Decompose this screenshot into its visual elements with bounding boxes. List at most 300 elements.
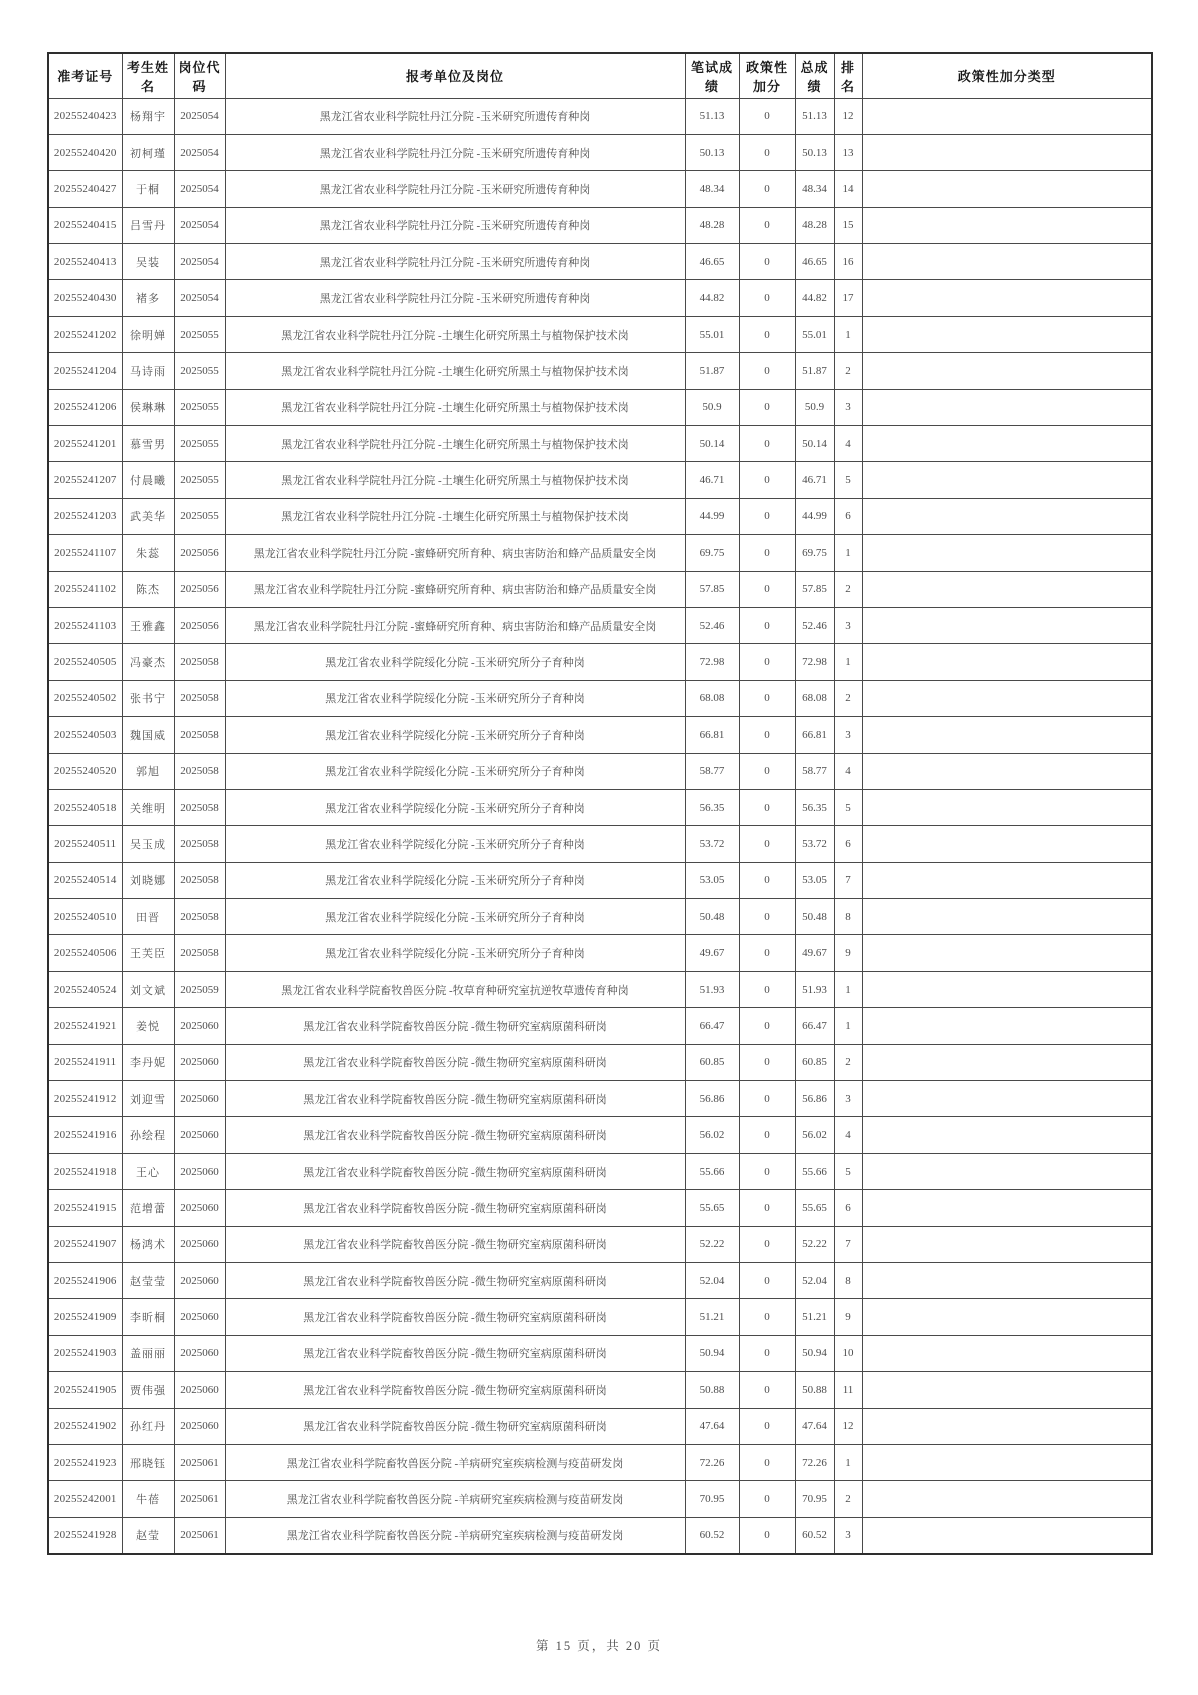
- cell-code: 2025060: [174, 1335, 225, 1371]
- table-row: [48, 1008, 1152, 1044]
- cell-ticket: 20255240511: [48, 826, 122, 862]
- table-row: [48, 1299, 1152, 1335]
- cell-name: 田晋: [122, 899, 174, 935]
- cell-position: 黑龙江省农业科学院牡丹江分院 -玉米研究所遗传育种岗: [225, 280, 685, 316]
- cell-written: 52.04: [685, 1263, 739, 1299]
- cell-bonus: 0: [739, 1263, 795, 1299]
- cell-total: 44.82: [795, 280, 834, 316]
- table-row: [48, 862, 1152, 898]
- cell-ticket: 20255240506: [48, 935, 122, 971]
- cell-code: 2025058: [174, 644, 225, 680]
- table-row: [48, 1044, 1152, 1080]
- cell-written: 50.88: [685, 1372, 739, 1408]
- cell-code: 2025056: [174, 607, 225, 643]
- cell-rank: 1: [834, 1444, 862, 1480]
- cell-total: 50.48: [795, 899, 834, 935]
- cell-ticket: 20255241915: [48, 1190, 122, 1226]
- cell-position: 黑龙江省农业科学院畜牧兽医分院 -羊病研究室疾病检测与疫苗研发岗: [225, 1517, 685, 1553]
- cell-name: 吴玉成: [122, 826, 174, 862]
- table-row: [48, 462, 1152, 498]
- cell-bonus_type: [862, 280, 1152, 316]
- cell-position: 黑龙江省农业科学院畜牧兽医分院 -微生物研究室病原菌科研岗: [225, 1044, 685, 1080]
- cell-bonus: 0: [739, 244, 795, 280]
- cell-name: 杨鸿术: [122, 1226, 174, 1262]
- cell-bonus: 0: [739, 717, 795, 753]
- cell-bonus: 0: [739, 1226, 795, 1262]
- cell-bonus_type: [862, 1408, 1152, 1444]
- cell-total: 57.85: [795, 571, 834, 607]
- cell-bonus_type: [862, 1517, 1152, 1553]
- cell-code: 2025061: [174, 1444, 225, 1480]
- cell-ticket: 20255241928: [48, 1517, 122, 1553]
- cell-code: 2025058: [174, 826, 225, 862]
- cell-name: 王芙臣: [122, 935, 174, 971]
- cell-total: 52.46: [795, 607, 834, 643]
- cell-rank: 3: [834, 1081, 862, 1117]
- cell-ticket: 20255241202: [48, 316, 122, 352]
- cell-written: 56.02: [685, 1117, 739, 1153]
- cell-name: 于桐: [122, 171, 174, 207]
- table-row: [48, 680, 1152, 716]
- column-header-bonus_type: 政策性加分类型: [862, 53, 1152, 98]
- cell-ticket: 20255240505: [48, 644, 122, 680]
- cell-name: 朱蕊: [122, 535, 174, 571]
- cell-written: 50.13: [685, 134, 739, 170]
- cell-bonus: 0: [739, 1444, 795, 1480]
- cell-name: 郭旭: [122, 753, 174, 789]
- cell-written: 52.46: [685, 607, 739, 643]
- cell-written: 50.9: [685, 389, 739, 425]
- cell-rank: 2: [834, 1044, 862, 1080]
- cell-ticket: 20255240524: [48, 971, 122, 1007]
- cell-rank: 3: [834, 1517, 862, 1553]
- cell-bonus: 0: [739, 971, 795, 1007]
- cell-bonus_type: [862, 1263, 1152, 1299]
- cell-position: 黑龙江省农业科学院牡丹江分院 -玉米研究所遗传育种岗: [225, 207, 685, 243]
- cell-total: 46.71: [795, 462, 834, 498]
- cell-position: 黑龙江省农业科学院牡丹江分院 -蜜蜂研究所育种、病虫害防治和蜂产品质量安全岗: [225, 607, 685, 643]
- cell-total: 60.52: [795, 1517, 834, 1553]
- column-header-code: 岗位代码: [174, 53, 225, 98]
- cell-name: 李昕桐: [122, 1299, 174, 1335]
- cell-bonus_type: [862, 1226, 1152, 1262]
- cell-total: 70.95: [795, 1481, 834, 1517]
- cell-code: 2025054: [174, 171, 225, 207]
- cell-total: 50.88: [795, 1372, 834, 1408]
- cell-written: 50.14: [685, 426, 739, 462]
- cell-name: 慕雪男: [122, 426, 174, 462]
- table-row: [48, 426, 1152, 462]
- cell-bonus: 0: [739, 935, 795, 971]
- cell-code: 2025058: [174, 789, 225, 825]
- cell-total: 66.47: [795, 1008, 834, 1044]
- cell-bonus: 0: [739, 498, 795, 534]
- cell-position: 黑龙江省农业科学院畜牧兽医分院 -微生物研究室病原菌科研岗: [225, 1226, 685, 1262]
- cell-name: 刘晓娜: [122, 862, 174, 898]
- table-row: [48, 571, 1152, 607]
- column-header-total: 总成绩: [795, 53, 834, 98]
- cell-bonus_type: [862, 607, 1152, 643]
- cell-bonus_type: [862, 462, 1152, 498]
- cell-ticket: 20255240415: [48, 207, 122, 243]
- cell-position: 黑龙江省农业科学院牡丹江分院 -玉米研究所遗传育种岗: [225, 171, 685, 207]
- cell-written: 53.72: [685, 826, 739, 862]
- cell-bonus: 0: [739, 1481, 795, 1517]
- cell-total: 72.98: [795, 644, 834, 680]
- cell-bonus: 0: [739, 134, 795, 170]
- cell-bonus_type: [862, 571, 1152, 607]
- cell-ticket: 20255240503: [48, 717, 122, 753]
- cell-bonus: 0: [739, 571, 795, 607]
- cell-bonus_type: [862, 935, 1152, 971]
- cell-total: 51.93: [795, 971, 834, 1007]
- cell-written: 55.65: [685, 1190, 739, 1226]
- table-row: [48, 753, 1152, 789]
- cell-written: 72.98: [685, 644, 739, 680]
- cell-bonus_type: [862, 535, 1152, 571]
- table-row: [48, 789, 1152, 825]
- cell-ticket: 20255240510: [48, 899, 122, 935]
- table-row: [48, 1081, 1152, 1117]
- cell-position: 黑龙江省农业科学院畜牧兽医分院 -羊病研究室疾病检测与疫苗研发岗: [225, 1444, 685, 1480]
- cell-total: 66.81: [795, 717, 834, 753]
- cell-total: 50.13: [795, 134, 834, 170]
- cell-position: 黑龙江省农业科学院绥化分院 -玉米研究所分子育种岗: [225, 644, 685, 680]
- cell-bonus: 0: [739, 680, 795, 716]
- cell-position: 黑龙江省农业科学院畜牧兽医分院 -微生物研究室病原菌科研岗: [225, 1117, 685, 1153]
- cell-total: 51.87: [795, 353, 834, 389]
- table-row: [48, 1517, 1152, 1553]
- cell-bonus_type: [862, 717, 1152, 753]
- cell-bonus_type: [862, 971, 1152, 1007]
- cell-bonus_type: [862, 1299, 1152, 1335]
- cell-total: 52.22: [795, 1226, 834, 1262]
- cell-written: 51.93: [685, 971, 739, 1007]
- cell-name: 牛蓓: [122, 1481, 174, 1517]
- cell-code: 2025058: [174, 717, 225, 753]
- cell-name: 姜悦: [122, 1008, 174, 1044]
- cell-total: 56.35: [795, 789, 834, 825]
- cell-ticket: 20255241905: [48, 1372, 122, 1408]
- page-number: 第 15 页，共 20 页: [535, 1639, 662, 1653]
- cell-ticket: 20255241907: [48, 1226, 122, 1262]
- cell-written: 44.82: [685, 280, 739, 316]
- cell-position: 黑龙江省农业科学院牡丹江分院 -土壤生化研究所黑土与植物保护技术岗: [225, 353, 685, 389]
- cell-bonus: 0: [739, 789, 795, 825]
- cell-bonus_type: [862, 1444, 1152, 1480]
- cell-code: 2025060: [174, 1153, 225, 1189]
- table-row: [48, 207, 1152, 243]
- cell-ticket: 20255242001: [48, 1481, 122, 1517]
- cell-written: 51.21: [685, 1299, 739, 1335]
- table-row: [48, 1190, 1152, 1226]
- cell-code: 2025061: [174, 1481, 225, 1517]
- cell-written: 56.35: [685, 789, 739, 825]
- cell-bonus_type: [862, 353, 1152, 389]
- table-body: [48, 98, 1152, 1554]
- cell-bonus: 0: [739, 1408, 795, 1444]
- cell-bonus: 0: [739, 1153, 795, 1189]
- table-header: [48, 53, 1152, 98]
- cell-position: 黑龙江省农业科学院畜牧兽医分院 -微生物研究室病原菌科研岗: [225, 1335, 685, 1371]
- cell-bonus: 0: [739, 280, 795, 316]
- table-row: [48, 389, 1152, 425]
- cell-bonus: 0: [739, 1117, 795, 1153]
- cell-ticket: 20255241103: [48, 607, 122, 643]
- cell-bonus_type: [862, 98, 1152, 134]
- cell-position: 黑龙江省农业科学院畜牧兽医分院 -微生物研究室病原菌科研岗: [225, 1299, 685, 1335]
- cell-position: 黑龙江省农业科学院绥化分院 -玉米研究所分子育种岗: [225, 862, 685, 898]
- cell-bonus: 0: [739, 1372, 795, 1408]
- cell-ticket: 20255240430: [48, 280, 122, 316]
- cell-written: 46.65: [685, 244, 739, 280]
- cell-bonus_type: [862, 862, 1152, 898]
- cell-code: 2025054: [174, 207, 225, 243]
- cell-ticket: 20255241206: [48, 389, 122, 425]
- cell-code: 2025060: [174, 1044, 225, 1080]
- cell-total: 47.64: [795, 1408, 834, 1444]
- cell-written: 55.66: [685, 1153, 739, 1189]
- cell-written: 72.26: [685, 1444, 739, 1480]
- cell-total: 72.26: [795, 1444, 834, 1480]
- cell-rank: 8: [834, 1263, 862, 1299]
- cell-written: 58.77: [685, 753, 739, 789]
- cell-bonus: 0: [739, 1044, 795, 1080]
- cell-code: 2025055: [174, 389, 225, 425]
- cell-total: 49.67: [795, 935, 834, 971]
- cell-position: 黑龙江省农业科学院牡丹江分院 -土壤生化研究所黑土与植物保护技术岗: [225, 426, 685, 462]
- column-header-ticket: 准考证号: [48, 53, 122, 98]
- column-header-written: 笔试成绩: [685, 53, 739, 98]
- cell-position: 黑龙江省农业科学院牡丹江分院 -蜜蜂研究所育种、病虫害防治和蜂产品质量安全岗: [225, 571, 685, 607]
- table-row: [48, 280, 1152, 316]
- cell-position: 黑龙江省农业科学院绥化分院 -玉米研究所分子育种岗: [225, 717, 685, 753]
- cell-written: 52.22: [685, 1226, 739, 1262]
- cell-ticket: 20255241203: [48, 498, 122, 534]
- cell-total: 55.01: [795, 316, 834, 352]
- cell-ticket: 20255240427: [48, 171, 122, 207]
- table-row: [48, 826, 1152, 862]
- cell-code: 2025055: [174, 353, 225, 389]
- cell-written: 68.08: [685, 680, 739, 716]
- cell-name: 张书宁: [122, 680, 174, 716]
- cell-written: 47.64: [685, 1408, 739, 1444]
- cell-position: 黑龙江省农业科学院牡丹江分院 -土壤生化研究所黑土与植物保护技术岗: [225, 462, 685, 498]
- cell-bonus: 0: [739, 1008, 795, 1044]
- cell-bonus_type: [862, 1335, 1152, 1371]
- cell-total: 50.94: [795, 1335, 834, 1371]
- cell-position: 黑龙江省农业科学院绥化分院 -玉米研究所分子育种岗: [225, 826, 685, 862]
- column-header-position: 报考单位及岗位: [225, 53, 685, 98]
- cell-name: 吴装: [122, 244, 174, 280]
- cell-rank: 1: [834, 316, 862, 352]
- cell-rank: 5: [834, 1153, 862, 1189]
- cell-name: 李丹妮: [122, 1044, 174, 1080]
- cell-position: 黑龙江省农业科学院绥化分院 -玉米研究所分子育种岗: [225, 680, 685, 716]
- cell-ticket: 20255241903: [48, 1335, 122, 1371]
- table-row: [48, 244, 1152, 280]
- cell-rank: 16: [834, 244, 862, 280]
- cell-code: 2025054: [174, 244, 225, 280]
- cell-bonus_type: [862, 389, 1152, 425]
- cell-rank: 3: [834, 607, 862, 643]
- cell-name: 王心: [122, 1153, 174, 1189]
- cell-bonus_type: [862, 244, 1152, 280]
- cell-ticket: 20255240502: [48, 680, 122, 716]
- cell-name: 陈杰: [122, 571, 174, 607]
- cell-bonus_type: [862, 134, 1152, 170]
- cell-written: 66.81: [685, 717, 739, 753]
- cell-name: 王雅鑫: [122, 607, 174, 643]
- cell-code: 2025060: [174, 1299, 225, 1335]
- cell-position: 黑龙江省农业科学院绥化分院 -玉米研究所分子育种岗: [225, 935, 685, 971]
- cell-written: 50.48: [685, 899, 739, 935]
- cell-total: 53.72: [795, 826, 834, 862]
- cell-code: 2025054: [174, 280, 225, 316]
- table-row: [48, 607, 1152, 643]
- cell-total: 44.99: [795, 498, 834, 534]
- cell-bonus: 0: [739, 644, 795, 680]
- cell-rank: 7: [834, 862, 862, 898]
- cell-bonus_type: [862, 1190, 1152, 1226]
- cell-name: 刘迎雪: [122, 1081, 174, 1117]
- cell-written: 51.13: [685, 98, 739, 134]
- cell-bonus: 0: [739, 1517, 795, 1553]
- cell-total: 50.9: [795, 389, 834, 425]
- table-row: [48, 1444, 1152, 1480]
- cell-bonus: 0: [739, 1190, 795, 1226]
- table-row: [48, 644, 1152, 680]
- cell-code: 2025055: [174, 498, 225, 534]
- cell-bonus_type: [862, 826, 1152, 862]
- cell-code: 2025060: [174, 1008, 225, 1044]
- cell-name: 冯豪杰: [122, 644, 174, 680]
- table-row: [48, 1263, 1152, 1299]
- cell-position: 黑龙江省农业科学院牡丹江分院 -土壤生化研究所黑土与植物保护技术岗: [225, 498, 685, 534]
- table-row: [48, 1372, 1152, 1408]
- table-row: [48, 535, 1152, 571]
- cell-code: 2025060: [174, 1226, 225, 1262]
- cell-name: 关维明: [122, 789, 174, 825]
- cell-ticket: 20255241916: [48, 1117, 122, 1153]
- cell-rank: 2: [834, 571, 862, 607]
- cell-rank: 1: [834, 644, 862, 680]
- cell-bonus_type: [862, 1008, 1152, 1044]
- cell-bonus: 0: [739, 607, 795, 643]
- cell-position: 黑龙江省农业科学院牡丹江分院 -玉米研究所遗传育种岗: [225, 98, 685, 134]
- cell-bonus: 0: [739, 753, 795, 789]
- cell-position: 黑龙江省农业科学院畜牧兽医分院 -微生物研究室病原菌科研岗: [225, 1153, 685, 1189]
- cell-rank: 3: [834, 717, 862, 753]
- header-row: [48, 53, 1152, 98]
- cell-code: 2025060: [174, 1190, 225, 1226]
- cell-bonus_type: [862, 426, 1152, 462]
- cell-code: 2025058: [174, 862, 225, 898]
- cell-ticket: 20255241912: [48, 1081, 122, 1117]
- cell-bonus: 0: [739, 389, 795, 425]
- cell-name: 范增蕾: [122, 1190, 174, 1226]
- table-row: [48, 1117, 1152, 1153]
- cell-rank: 6: [834, 826, 862, 862]
- cell-written: 48.34: [685, 171, 739, 207]
- cell-name: 付晨曦: [122, 462, 174, 498]
- cell-name: 邢晓钰: [122, 1444, 174, 1480]
- cell-written: 51.87: [685, 353, 739, 389]
- cell-name: 赵莹莹: [122, 1263, 174, 1299]
- cell-ticket: 20255241921: [48, 1008, 122, 1044]
- cell-bonus_type: [862, 1117, 1152, 1153]
- cell-code: 2025054: [174, 98, 225, 134]
- cell-rank: 17: [834, 280, 862, 316]
- results-table: [47, 52, 1153, 1555]
- cell-written: 50.94: [685, 1335, 739, 1371]
- cell-written: 57.85: [685, 571, 739, 607]
- cell-position: 黑龙江省农业科学院牡丹江分院 -土壤生化研究所黑土与植物保护技术岗: [225, 316, 685, 352]
- cell-ticket: 20255241902: [48, 1408, 122, 1444]
- cell-name: 刘文斌: [122, 971, 174, 1007]
- cell-written: 44.99: [685, 498, 739, 534]
- cell-written: 66.47: [685, 1008, 739, 1044]
- cell-position: 黑龙江省农业科学院绥化分院 -玉米研究所分子育种岗: [225, 789, 685, 825]
- cell-name: 贾伟强: [122, 1372, 174, 1408]
- table-row: [48, 316, 1152, 352]
- cell-rank: 10: [834, 1335, 862, 1371]
- cell-written: 60.52: [685, 1517, 739, 1553]
- cell-ticket: 20255241909: [48, 1299, 122, 1335]
- cell-ticket: 20255240420: [48, 134, 122, 170]
- cell-position: 黑龙江省农业科学院畜牧兽医分院 -微生物研究室病原菌科研岗: [225, 1190, 685, 1226]
- cell-name: 盖丽丽: [122, 1335, 174, 1371]
- table-row: [48, 353, 1152, 389]
- cell-rank: 6: [834, 498, 862, 534]
- cell-rank: 5: [834, 462, 862, 498]
- cell-rank: 9: [834, 935, 862, 971]
- cell-written: 56.86: [685, 1081, 739, 1117]
- table-row: [48, 134, 1152, 170]
- cell-rank: 1: [834, 535, 862, 571]
- table-row: [48, 1226, 1152, 1262]
- cell-rank: 6: [834, 1190, 862, 1226]
- cell-total: 68.08: [795, 680, 834, 716]
- cell-ticket: 20255241107: [48, 535, 122, 571]
- cell-rank: 7: [834, 1226, 862, 1262]
- cell-position: 黑龙江省农业科学院牡丹江分院 -蜜蜂研究所育种、病虫害防治和蜂产品质量安全岗: [225, 535, 685, 571]
- cell-code: 2025060: [174, 1372, 225, 1408]
- cell-rank: 2: [834, 680, 862, 716]
- cell-rank: 13: [834, 134, 862, 170]
- cell-name: 孙红丹: [122, 1408, 174, 1444]
- cell-code: 2025060: [174, 1263, 225, 1299]
- cell-code: 2025058: [174, 899, 225, 935]
- cell-total: 55.66: [795, 1153, 834, 1189]
- cell-bonus_type: [862, 1481, 1152, 1517]
- cell-total: 51.21: [795, 1299, 834, 1335]
- cell-ticket: 20255240413: [48, 244, 122, 280]
- cell-bonus_type: [862, 498, 1152, 534]
- cell-total: 56.02: [795, 1117, 834, 1153]
- cell-code: 2025060: [174, 1081, 225, 1117]
- cell-ticket: 20255240423: [48, 98, 122, 134]
- cell-total: 69.75: [795, 535, 834, 571]
- table-row: [48, 171, 1152, 207]
- cell-code: 2025056: [174, 535, 225, 571]
- cell-name: 孙绘程: [122, 1117, 174, 1153]
- table-row: [48, 971, 1152, 1007]
- cell-name: 武美华: [122, 498, 174, 534]
- cell-position: 黑龙江省农业科学院畜牧兽医分院 -微生物研究室病原菌科研岗: [225, 1408, 685, 1444]
- cell-ticket: 20255241906: [48, 1263, 122, 1299]
- cell-bonus_type: [862, 207, 1152, 243]
